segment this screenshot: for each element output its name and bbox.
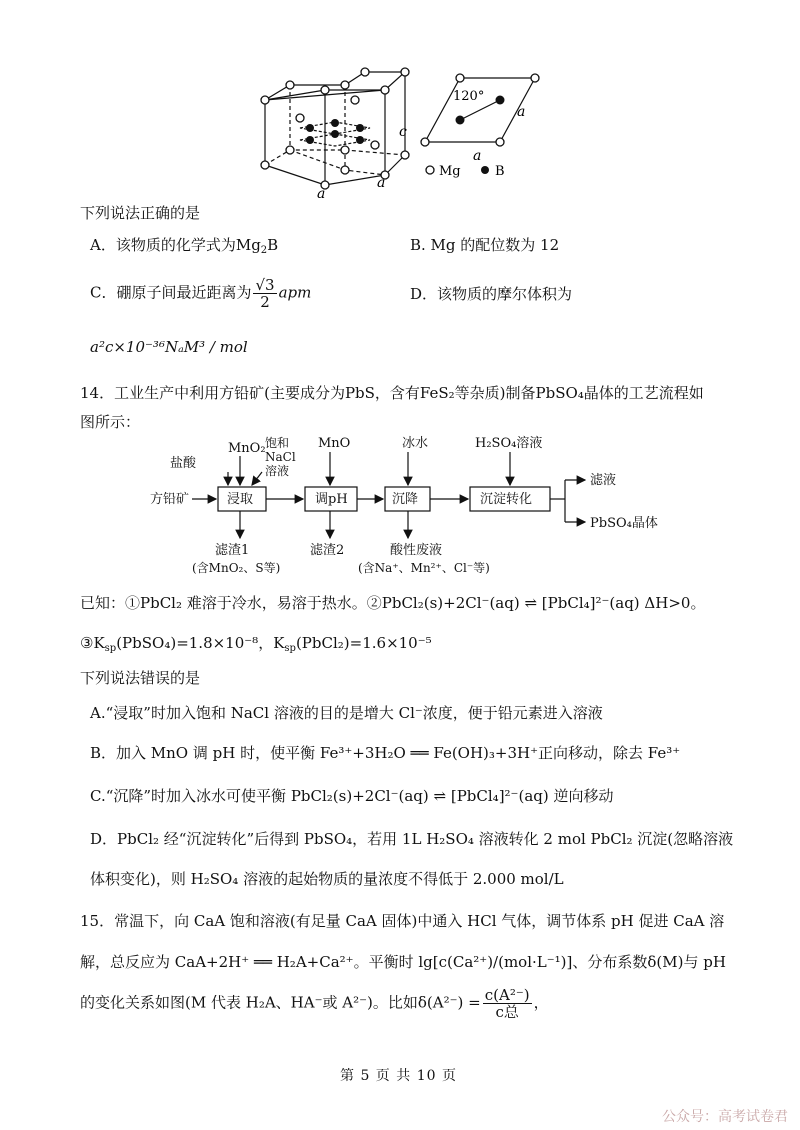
q14-option-d-line2: 体积变化)，则 H₂SO₄ 溶液的起始物质的量浓度不得低于 2.000 mol/L xyxy=(90,870,564,888)
watermark: 公众号：高考试卷君 xyxy=(662,1109,788,1125)
q14-stem-line2: 图所示： xyxy=(80,413,141,431)
flow-hcl: 盐酸 xyxy=(170,456,197,471)
process-flowchart xyxy=(140,432,700,580)
q14-option-b: B．加入 MnO 调 pH 时，使平衡 Fe³⁺+3H₂O ══ Fe(OH)₃+3H⁺正向移动，除去 Fe³⁺ xyxy=(90,744,681,762)
flow-convert: 沉淀转化 xyxy=(480,492,533,507)
q13-option-d-formula: a²c×10⁻³⁶NₐM³ / mol xyxy=(90,338,248,356)
flow-ph: 调pH xyxy=(315,492,348,507)
q14-known-2: $③K_{sp}(PbSO_4)=1.8\times 10^{-8}$，$K_{sp}(PbCl_2)=1.6\times 10^{-5}$ xyxy=(80,634,432,654)
angle-label: 120° xyxy=(453,89,485,104)
q15-line1: 15．常温下，向 CaA 饱和溶液(有足量 CaA 固体)中通入 HCl 气体，调节体系 pH 促进 CaA 溶 xyxy=(80,912,725,930)
flow-residue2: 滤渣2 xyxy=(310,543,345,558)
page-footer: 第 5 页 共 10 页 xyxy=(340,1068,457,1084)
a-label-1: a xyxy=(317,186,326,200)
q15-line2: 解，总反应为 CaA+2H⁺ ══ H₂A+Ca²⁺。平衡时 lg[c(Ca²⁺)/(mol·L⁻¹)]、分布系数δ(M)与 pH xyxy=(80,953,726,971)
flow-mno2: MnO₂ xyxy=(228,441,266,456)
q13-option-b: B. Mg 的配位数为 12 xyxy=(410,236,560,254)
flow-mno: MnO xyxy=(318,436,351,451)
flow-nacl-1: 饱和 xyxy=(265,436,290,450)
c-label: c xyxy=(399,124,407,140)
legend-mg-icon xyxy=(426,166,434,174)
flow-ore: 方铅矿 xyxy=(150,492,190,507)
q14-known-1: 已知：①PbCl₂ 难溶于冷水，易溶于热水。②PbCl₂(s)+2Cl⁻(aq) ⇌ [PbCl₄]²⁻(aq) ΔH>0。 xyxy=(80,594,706,612)
crystal-structure-figure xyxy=(255,60,555,200)
q13-option-c: C．硼原子间最近距离为 $\frac{√3}{2}$ apm xyxy=(90,276,312,311)
q13-option-a: A．该物质的化学式为$Mg_2B$ xyxy=(90,236,279,256)
flow-residue1: 滤渣1 xyxy=(215,543,250,558)
legend-b-icon xyxy=(481,166,489,174)
flow-residue1-note: (含MnO₂、S等) xyxy=(192,561,281,575)
a-label-2: a xyxy=(377,175,386,191)
flow-nacl-3: 溶液 xyxy=(265,464,290,478)
flow-precip: 沉降 xyxy=(392,492,419,507)
q15-line3: 的变化关系如图(M 代表 H₂A、HA⁻或 A²⁻)。比如δ(A²⁻) = $\frac{\text{c(A²⁻)}}{\text{c总}}$ ， xyxy=(80,986,549,1021)
flow-waste: 酸性废液 xyxy=(390,543,443,558)
flow-product: PbSO₄晶体 xyxy=(590,516,658,531)
crystal-svg xyxy=(255,60,555,200)
q14-option-d-line1: D．PbCl₂ 经“沉淀转化”后得到 PbSO₄，若用 1L H₂SO₄ 溶液转化 2 mol PbCl₂ 沉淀(忽略溶液 xyxy=(90,830,734,848)
q13-option-c-fraction: $\frac{√3}{2}$ xyxy=(255,276,275,311)
flow-ice: 冰水 xyxy=(402,436,429,451)
flowchart-svg xyxy=(140,432,700,580)
q14-option-c: C.“沉降”时加入冰水可使平衡 PbCl₂(s)+2Cl⁻(aq) ⇌ [PbCl₄]²⁻(aq) 逆向移动 xyxy=(90,787,614,805)
flow-waste-note: (含Na⁺、Mn²⁺、Cl⁻等) xyxy=(358,561,490,575)
legend-mg: Mg xyxy=(439,164,461,179)
q14-option-a: A.“浸取”时加入饱和 NaCl 溶液的目的是增大 Cl⁻浓度，便于铅元素进入溶液 xyxy=(90,704,603,722)
q13-stem: 下列说法正确的是 xyxy=(80,204,201,222)
a-label-4: a xyxy=(473,148,482,164)
flow-nacl-2: NaCl xyxy=(265,450,296,464)
flow-filtrate: 滤液 xyxy=(590,473,617,488)
q14-stem-3: 下列说法错误的是 xyxy=(80,669,201,687)
q15-fraction: $\frac{\text{c(A²⁻)}}{\text{c总}}$ xyxy=(484,986,530,1021)
legend-b: B xyxy=(495,164,505,179)
a-label-3: a xyxy=(517,104,526,120)
flow-h2so4: H₂SO₄溶液 xyxy=(475,436,543,451)
q14-stem-line1: 14．工业生产中利用方铅矿(主要成分为PbS，含有FeS₂等杂质)制备PbSO₄晶体的工艺流程如 xyxy=(80,384,704,402)
q13-option-d: D．该物质的摩尔体积为 xyxy=(410,285,573,303)
flow-leach: 浸取 xyxy=(227,492,254,507)
